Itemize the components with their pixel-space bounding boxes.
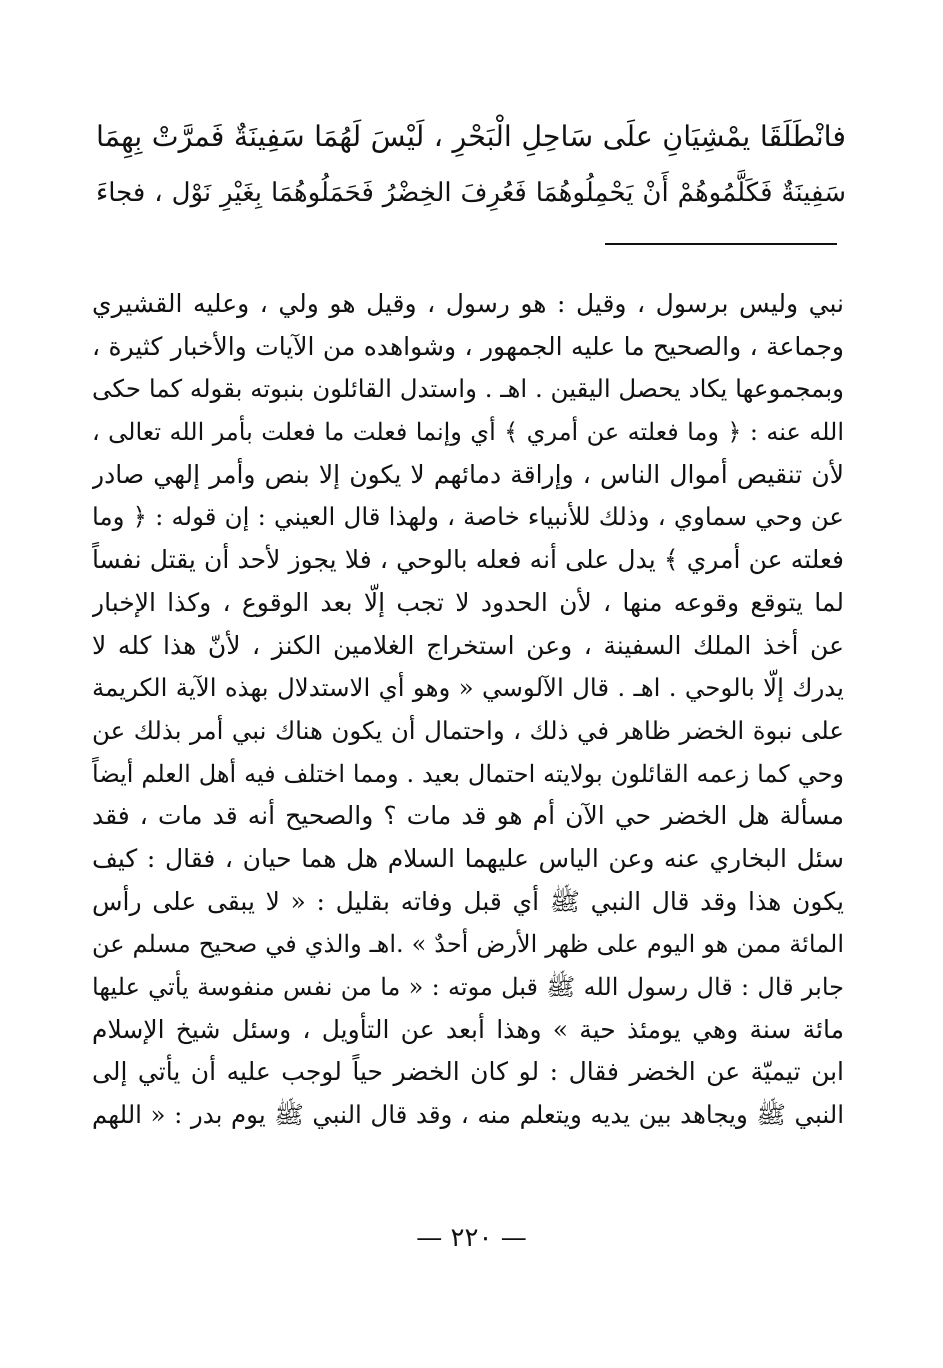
quran-line: سَفِينَةٌ فَكَلَّمُوهُمْ أَنْ يَحْمِلُوهُمَا فَعُرِفَ الخِضْرُ فَحَمَلُوهُمَا بِغَيْرِ نَوْل ، فجاءَ [96,178,846,208]
commentary-line: عن أخذ الملك السفينة ، وعن استخراج الغلامين الكنز ، لأنّ هذا كله لا [92,630,844,660]
quran-excerpt [96,108,846,222]
commentary-line: سئل البخاري عنه وعن الياس عليهما السلام هل هما حيان ، فقال : كيف [92,843,844,873]
commentary-line: النبي ﷺ ويجاهد بين يديه ويتعلم منه ، وقد قال النبي ﷺ يوم بدر : « اللهم [92,1100,844,1130]
commentary-line: لأن تنقيص أموال الناس ، وإراقة دمائهم لا يكون إلا بنص وأمر إلهي صادر [92,459,844,489]
commentary-line: جابر قال : قال رسول الله ﷺ قبل موته : « ما من نفس منفوسة يأتي عليها [92,973,844,1001]
commentary-line: يدرك إلّا بالوحي . اهـ . قال الآلوسي « وهو أي الاستدلال بهذه الآية الكريمة [92,673,844,703]
commentary-line: نبي وليس برسول ، وقيل : هو رسول ، وقيل هو ولي ، وعليه القشيري [92,289,844,318]
footnote-separator [605,243,837,245]
commentary-line: ابن تيميّة عن الخضر فقال : لو كان الخضر حياً لوجب عليه أن يأتي إلى [92,1057,844,1087]
commentary-line: وبمجموعها يكاد يحصل اليقين . اهـ . واستدل القائلون بنبوته بقوله كما حكى [92,374,844,404]
commentary-line: فعلته عن أمري ﴾ يدل على أنه فعله بالوحي ، فلا يجوز لأحد أن يقتل نفساً [92,545,844,575]
commentary-line: لما يتوقع وقوعه منها ، لأن الحدود لا تجب إلّا بعد الوقوع ، وكذا الإخبار [92,587,844,617]
quran-line: فانْطَلَقَا يمْشِيَانِ علَى سَاحِلِ الْبَحْرِ ، لَيْسَ لَهُمَا سَفِينَةٌ فَمرَّتْ بِهِمَا [96,120,846,153]
commentary-line: وحي كما زعمه القائلون بولايته احتمال بعيد . ومما اختلف فيه أهل العلم أيضاً [92,759,844,788]
commentary-line: على نبوة الخضر ظاهر في ذلك ، واحتمال أن يكون هناك نبي أمر بذلك عن [92,715,844,745]
commentary-line: وجماعة ، والصحيح ما عليه الجمهور ، وشواهده من الآيات والأخبار كثيرة ، [92,331,844,361]
commentary-line: يكون هذا وقد قال النبي ﷺ أي قبل وفاته بقليل : « لا يبقى على رأس [92,886,844,916]
commentary-line: الله عنه : ﴿ وما فعلته عن أمري ﴾ أي وإنما فعلت ما فعلت بأمر الله تعالى ، [92,418,844,447]
commentary-line: عن وحي سماوي ، وذلك للأنبياء خاصة ، ولهذا قال العيني : إن قوله : ﴿ وما [92,502,844,532]
page-number: — ٢٢٠ — [416,1223,527,1253]
commentary-line: مائة سنة وهي يومئذ حية » وهذا أبعد عن التأويل ، وسئل شيخ الإسلام [92,1014,844,1044]
commentary-line: المائة ممن هو اليوم على ظهر الأرض أحدٌ » .اهـ والذي في صحيح مسلم عن [92,930,844,959]
commentary-line: مسألة هل الخضر حي الآن أم هو قد مات ؟ والصحيح أنه قد مات ، فقد [92,801,844,831]
commentary-text [92,283,844,1137]
